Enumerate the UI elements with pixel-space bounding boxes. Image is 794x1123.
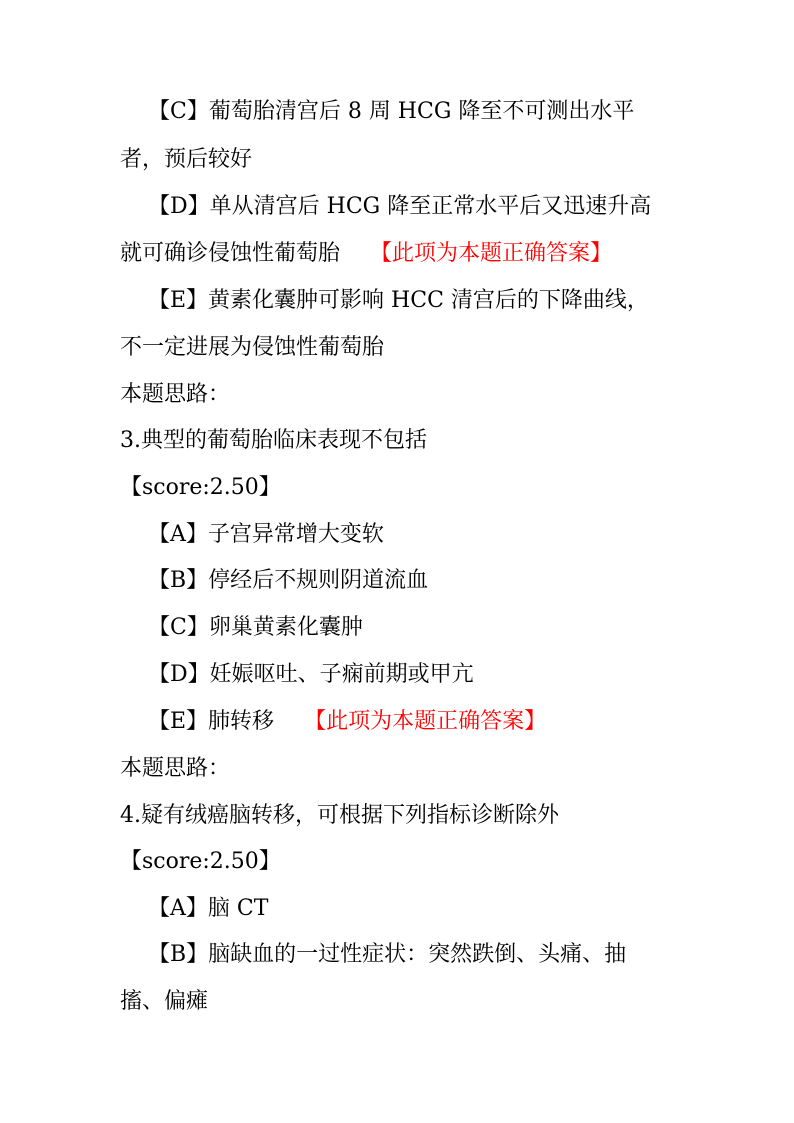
option-c-line2: 者，预后较好 (120, 147, 253, 172)
q4-option-a: 【A】脑 CT (148, 896, 269, 921)
q3-option-a: 【A】子宫异常增大变软 (148, 522, 384, 547)
correct-answer-mark: 【此项为本题正确答案】 (304, 709, 547, 734)
q3-option-d: 【D】妊娠呕吐、子痫前期或甲亢 (148, 662, 474, 687)
q3-option-e (148, 707, 546, 737)
option-e-line1: 【E】黄素化囊肿可影响 HCC 清宫后的下降曲线， (148, 288, 649, 313)
q3-option-e-text: 【E】肺转移 (148, 709, 275, 734)
question-3-title: 3.典型的葡萄胎临床表现不包括 (120, 428, 427, 453)
correct-answer-mark: 【此项为本题正确答案】 (370, 241, 613, 266)
option-d-text: 就可确诊侵蚀性葡萄胎 (120, 241, 341, 266)
question-4-title: 4.疑有绒癌脑转移，可根据下列指标诊断除外 (120, 803, 559, 828)
option-d-line1: 【D】单从清宫后 HCG 降至正常水平后又迅速升高 (148, 194, 652, 219)
analysis-label: 本题思路： (120, 756, 231, 781)
question-4-score: 【score:2.50】 (120, 849, 281, 874)
analysis-label: 本题思路： (120, 382, 231, 407)
option-e-line2: 不一定进展为侵蚀性葡萄胎 (120, 335, 385, 360)
option-d-line2 (120, 239, 612, 269)
q3-option-b: 【B】停经后不规则阴道流血 (148, 568, 429, 593)
q3-option-c: 【C】卵巢黄素化囊肿 (148, 615, 363, 640)
option-c-line1: 【C】葡萄胎清宫后 8 周 HCG 降至不可测出水平 (148, 99, 635, 124)
question-3-score: 【score:2.50】 (120, 475, 281, 500)
q4-option-b-line1: 【B】脑缺血的一过性症状：突然跌倒、头痛、抽 (148, 942, 627, 967)
q4-option-b-line2: 搐、偏瘫 (120, 989, 209, 1014)
